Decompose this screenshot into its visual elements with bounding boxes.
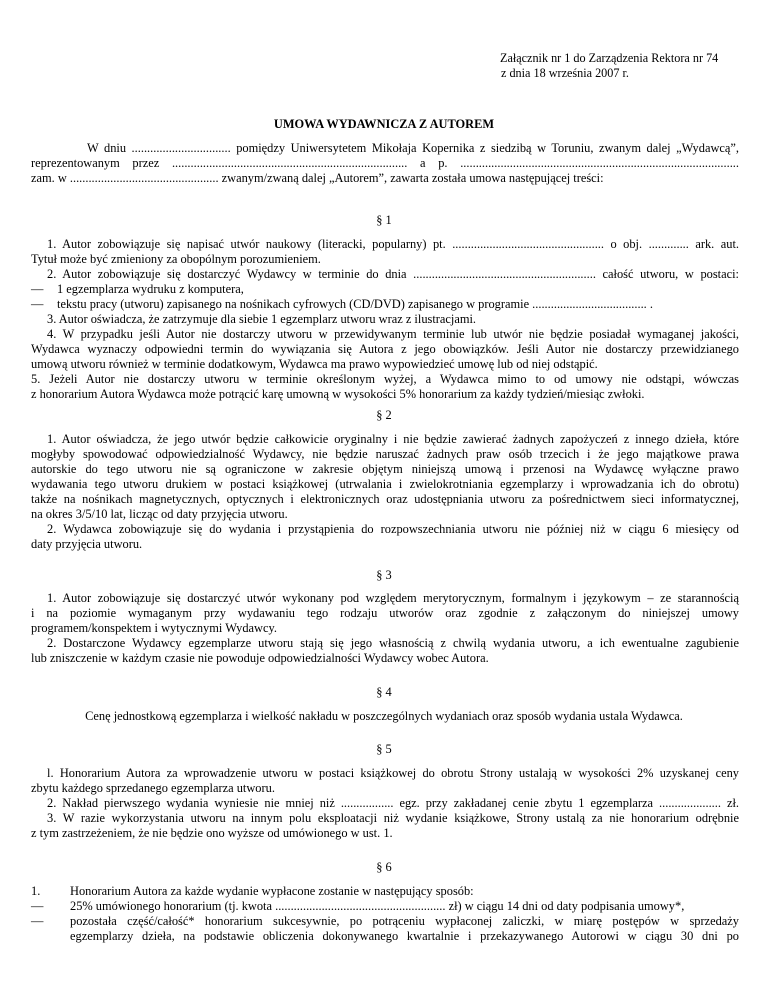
intro-paragraph <box>31 141 739 186</box>
dash-mark: — <box>31 899 44 913</box>
section-5-line: zbytu każdego sprzedanego egzemplarza utworu. <box>31 781 275 795</box>
section-6-body <box>31 884 739 944</box>
item-number: 1. <box>31 884 41 898</box>
section-3-line: programem/konspektem i wytycznymi Wydawcy. <box>31 621 277 635</box>
section-6-dash-item <box>31 914 739 944</box>
document-title: UMOWA WYDAWNICZA Z AUTOREM <box>273 117 495 131</box>
section-2-body <box>31 432 739 552</box>
annex-line-2: z dnia 18 września 2007 r. <box>501 66 629 80</box>
section-6-line: 25% umówionego honorarium (tj. kwota ....................................................... zł) w ciągu 14 dni od daty podpisania umowy*, <box>70 899 685 913</box>
section-6-line: egzemplarzy dzieła, na podstawie obliczenia dokonywanego kwartalnie i przekazywanego Autorowi w ciągu 30 dni po <box>70 929 739 943</box>
section-2-line: 2. Wydawca zobowiązuje się do wydania i przystąpienia do rozpowszechniania utworu nie później niż w ciągu 6 miesięcy od <box>47 522 739 536</box>
section-1-line: 2. Autor zobowiązuje się dostarczyć Wydawcy w terminie do dnia ........................................................... całość utworu, w postaci: <box>47 267 739 281</box>
section-1-line: z honorarium Autora Wydawca może potrącić karę umowną w wysokości 5% honorarium za każdy tydzień/miesiąc zwłoki. <box>31 387 645 401</box>
section-2-line: 1. Autor oświadcza, że jego utwór będzie całkowicie oryginalny i nie będzie zawierać żadnych zapożyczeń z innego dzieła, które <box>47 432 739 446</box>
section-1-line: Tytuł może być zmieniony za obopólnym porozumieniem. <box>31 252 321 266</box>
section-3-line: lub zniszczenie w każdym czasie nie powoduje odpowiedzialności Wydawcy wobec Autora. <box>31 651 489 665</box>
intro-line: W dniu ................................ pomiędzy Uniwersytetem Mikołaja Kopernika z siedzibą w Toruniu, zwanym dalej „Wydawcą”, <box>87 141 739 155</box>
section-1-line: umową utworu również w terminie dodatkowym, Wydawca ma prawo wypowiedzieć umowę lub od niej odstąpić. <box>31 357 598 371</box>
section-2-line: mogłyby spowodować odpowiedzialność Wydawcy, nie będzie naruszać żadnych praw osób trzecich i że jego majątkowe prawa <box>31 447 739 461</box>
section-5-body <box>31 766 739 841</box>
section-6-dash-item <box>31 899 739 914</box>
section-heading-3: § 3 <box>376 568 392 582</box>
section-4-text: Cenę jednostkową egzemplarza i wielkość nakładu w poszczególnych wydaniach oraz sposób wydania ustala Wydawca. <box>85 709 683 723</box>
annex-line-1: Załącznik nr 1 do Zarządzenia Rektora nr 74 <box>500 51 719 65</box>
section-5-line: z tym zastrzeżeniem, że nie będzie ono wyższe od umówionego w ust. 1. <box>31 826 393 840</box>
section-5-line: 3. W razie wykorzystania utworu na innym polu eksploatacji niż wydanie książkowe, Strony ustalą za nie honorarium odrębnie <box>47 811 739 825</box>
intro-line: reprezentowanym przez ............................................................................ a p. .......................................................................................... <box>31 156 739 170</box>
section-1-line: tekstu pracy (utworu) zapisanego na nośnikach cyfrowych (CD/DVD) zapisanego w programie ..................................... . <box>57 297 653 311</box>
section-1-dash-item: — 1 egzemplarza wydruku z komputera, <box>31 282 244 296</box>
section-1-line: 1 egzemplarza wydruku z komputera, <box>57 282 244 296</box>
section-3-line: 1. Autor zobowiązuje się dostarczyć utwór wykonany pod względem merytorycznym, formalnym i językowym – ze starannością <box>47 591 739 605</box>
section-heading-5: § 5 <box>376 742 392 756</box>
section-6-line: Honorarium Autora za każde wydanie wypłacone zostanie w następujący sposób: <box>70 884 474 898</box>
dash-mark: — <box>31 914 44 928</box>
section-6-item <box>31 884 739 899</box>
section-heading-6: § 6 <box>376 860 392 874</box>
section-2-line: na okres 3/5/10 lat, licząc od daty przyjęcia utworu. <box>31 507 288 521</box>
annex-header <box>500 51 750 81</box>
section-heading-2: § 2 <box>376 408 392 422</box>
section-1-line: 5. Jeżeli Autor nie dostarczy utworu w terminie określonym wyżej, a Wydawca mimo to od umowy nie odstąpi, wówczas <box>31 372 739 386</box>
section-heading-1: § 1 <box>376 213 392 227</box>
section-6-line: pozostała część/całość* honorarium sukcesywnie, po potrąceniu wypłaconej zaliczki, w miarę postępów w sprzedaży <box>70 914 739 928</box>
section-2-line: także na nośnikach magnetycznych, optycznych i elektronicznych oraz udostępniania utworu za pośrednictwem sieci informatycznej, <box>31 492 739 506</box>
section-3-line: 2. Dostarczone Wydawcy egzemplarze utworu stają się jego własnością z chwilą wydania utworu, a ich ewentualne zagubienie <box>47 636 739 650</box>
section-3-body <box>31 591 739 666</box>
section-3-line: i na poziomie wymaganym przy wydawaniu tego rodzaju utworów oraz zgodnie z załączonym do niniejszej umowy <box>31 606 739 620</box>
section-1-line: 1. Autor zobowiązuje się napisać utwór naukowy (literacki, popularny) pt. ................................................. o obj. ............. ark. aut. <box>47 237 739 251</box>
section-heading-4: § 4 <box>376 685 392 699</box>
section-1-dash-item: — tekstu pracy (utworu) zapisanego na nośnikach cyfrowych (CD/DVD) zapisanego w programie ..................................... . <box>31 297 653 311</box>
intro-line: zam. w ................................................ zwanym/zwaną dalej „Autorem”, zawarta została umowa następującej treści: <box>31 171 604 185</box>
section-5-line: l. Honorarium Autora za wprowadzenie utworu w postaci książkowej do obrotu Strony ustalają w wysokości 2% uzyskanej ceny <box>47 766 739 780</box>
section-2-line: daty przyjęcia utworu. <box>31 537 143 551</box>
section-2-line: autorskie do tego utworu nie są ograniczone w zakresie objętym niniejszą umową i przenosi na Wydawcę wyłączne prawo <box>31 462 739 476</box>
section-1-line: 4. W przypadku jeśli Autor nie dostarczy utworu w przewidywanym terminie lub utwór nie będzie posiadał wymaganej jakości, <box>47 327 739 341</box>
section-1-line: 3. Autor oświadcza, że zatrzymuje dla siebie 1 egzemplarz utworu wraz z ilustracjami. <box>47 312 477 326</box>
section-1-line: Wydawca wyznaczy odpowiedni termin do wywiązania się Autora z jego obowiązków. Jeśli Autor nie dostarczy przewidzianego <box>31 342 739 356</box>
section-5-line: 2. Nakład pierwszego wydania wyniesie nie mniej niż ................. egz. przy zakładanej cenie zbytu 1 egzemplarza .................... zł. <box>47 796 739 810</box>
section-1-body <box>31 237 739 402</box>
section-2-line: wydawania tego utworu drukiem w postaci książkowej (utrwalania i zwielokrotniania egzemplarzy i wprowadzania ich do obrotu) <box>31 477 739 491</box>
